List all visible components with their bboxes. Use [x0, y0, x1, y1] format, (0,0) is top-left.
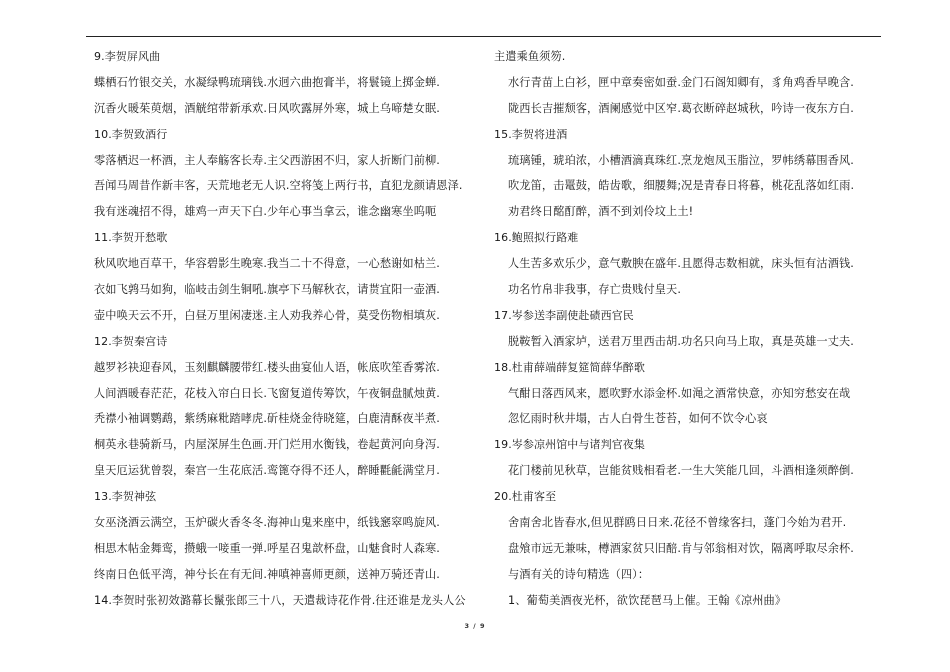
text-line: 花门楼前见秋草，岂能贫贱相看老.一生大笑能几回，斗酒相逢须醉倒.	[508, 464, 854, 478]
poem-title: 12.李贺秦宫诗	[94, 334, 168, 348]
poem-title: 10.李贺致酒行	[94, 127, 168, 141]
text-line: 越罗衫袂迎春风，玉刻麒麟腰带红.楼头曲宴仙人语，帐底吹笙香雾浓.	[94, 360, 440, 374]
header-rule	[86, 36, 881, 37]
text-line: 吹龙笛，击鼍鼓，皓齿歌，细腰舞;况是青春日将暮，桃花乱落如红雨.	[508, 179, 855, 193]
poem-title: 20.杜甫客至	[494, 490, 557, 504]
text-line: 琉璃锺，琥珀浓，小槽酒滴真珠红.烹龙炮凤玉脂泣，罗帏绣幕围香风.	[508, 153, 854, 167]
text-line: 人生苦多欢乐少，意气敷腴在盛年.且愿得志数相就，床头恒有沽酒钱.	[508, 257, 854, 271]
left-column	[94, 44, 466, 614]
text-line: 陇西长吉摧颓客，酒阑感觉中区窄.葛衣断碎赵城秋，吟诗一夜东方白.	[508, 101, 854, 115]
text-line: 1、葡萄美酒夜光杯，欲饮琵琶马上催。王翰《凉州曲》	[508, 593, 787, 607]
right-column	[494, 44, 864, 614]
text-line: 劝君终日酩酊醉，酒不到刘伶坟上土!	[508, 205, 694, 219]
poem-title: 18.杜甫薛端薛复筵简薛华醉歌	[494, 360, 645, 374]
text-line: 零落栖迟一杯酒，主人奉觞客长寿.主父西游困不归，家人折断门前柳.	[94, 153, 440, 167]
text-line: 14.李贺时张初效潞幕长鬣张郎三十八，天遣裁诗花作骨.往还谁是龙头人公	[94, 593, 466, 607]
text-line: 吾闻马周昔作新丰客，天荒地老无人识.空将笺上两行书，直犯龙颜请恩泽.	[94, 179, 463, 193]
poem-title: 9.李贺屏风曲	[94, 50, 161, 63]
poem-title: 16.鲍照拟行路难	[494, 231, 579, 245]
text-line: 蝶栖石竹银交关，水凝绿鸭琉璃钱.水迥六曲抱膏半，将鬟镜上掷金蝉.	[94, 75, 440, 89]
text-line: 舍南舍北皆春水,但见群鸥日日来.花径不曾缘客扫，蓬门今始为君开.	[508, 516, 847, 530]
poem-title: 11.李贺开愁歌	[94, 231, 168, 245]
text-line: 衣如飞鹑马如狗，临岐击剑生铜吼.旗亭下马解秋衣，请贳宜阳一壶酒.	[94, 283, 440, 297]
text-line: 盘飧市远无兼味，樽酒家贫只旧醅.肯与邻翁相对饮，隔离呼取尽余杯.	[508, 541, 854, 555]
text-line: 我有迷魂招不得，雄鸡一声天下白.少年心事当拿云，谁念幽寒坐呜呃	[94, 205, 437, 219]
text-line: 水行青苗上白衫，匣中章奏密如蚕.金门石阁知卿有，豸角鸡香早晚含.	[508, 75, 854, 89]
text-line: 气酣日落西风来，愿吹野水添金杯.如渑之酒常快意，亦知穷愁安在哉	[508, 386, 851, 400]
text-line: 脱鞍暂入酒家垆，送君万里西击胡.功名只向马上取，真是英雄一丈夫.	[508, 334, 854, 348]
text-line: 功名竹帛非我事，存亡贵贱付皇天.	[508, 283, 681, 297]
poem-title: 17.岑参送李副使赴碛西官民	[494, 308, 634, 322]
text-line: 沉香火暖茱萸烟，酒觥绾带新承欢.日风吹露屏外寒，城上乌啼楚女眠.	[94, 101, 440, 115]
poem-title: 15.李贺将进酒	[494, 127, 568, 141]
text-line: 忽忆雨时秋井塌，古人白骨生苍苔，如何不饮令心哀	[508, 412, 768, 426]
text-line: 终南日色低平湾，神兮长在有无间.神嗔神喜师更颜，送神万骑还青山.	[94, 567, 440, 581]
text-line: 人间酒暖春茫茫，花枝入帘白日长.飞窗复道传筹饮，午夜铜盘腻烛黄.	[94, 386, 440, 400]
poem-title: 13.李贺神弦	[94, 490, 157, 504]
text-line: 女巫浇酒云满空，玉炉碳火香冬冬.海神山鬼来座中，纸钱窸窣鸣旋风.	[94, 516, 440, 530]
text-line: 秋风吹地百草干，华容碧影生晚寒.我当二十不得意，一心愁谢如枯兰.	[94, 257, 440, 271]
text-line: 主遣乘鱼须笏.	[494, 50, 566, 63]
text-line: 相思木帖金舞鸾，攒蛾一唼重一弹.呼星召鬼歆杯盘，山魅食时人森寒.	[94, 541, 440, 555]
text-line: 秃襟小袖调鹦鹉，紫绣麻粃踏哮虎.斫桂烧金待晓筵，白鹿清酥夜半煮.	[94, 412, 440, 426]
text-line: 壶中唤天云不开，白昼万里闲凄迷.主人劝我养心骨，莫受伤物相填灰.	[94, 308, 440, 322]
text-line: 桐英永巷骑新马，内屋深屏生色画.开门烂用水衡钱，卷起黄河向身泻.	[94, 438, 440, 452]
text-line: 与酒有关的诗句精选（四）：	[508, 567, 650, 581]
page-number: 3 / 9	[464, 622, 486, 630]
poem-title: 19.岑参凉州馆中与诸判官夜集	[494, 438, 645, 452]
text-line: 皇天厄运犹曾裂，秦宫一生花底活.鸾篦夺得不还人，醉睡氍毹满堂月.	[94, 464, 440, 478]
